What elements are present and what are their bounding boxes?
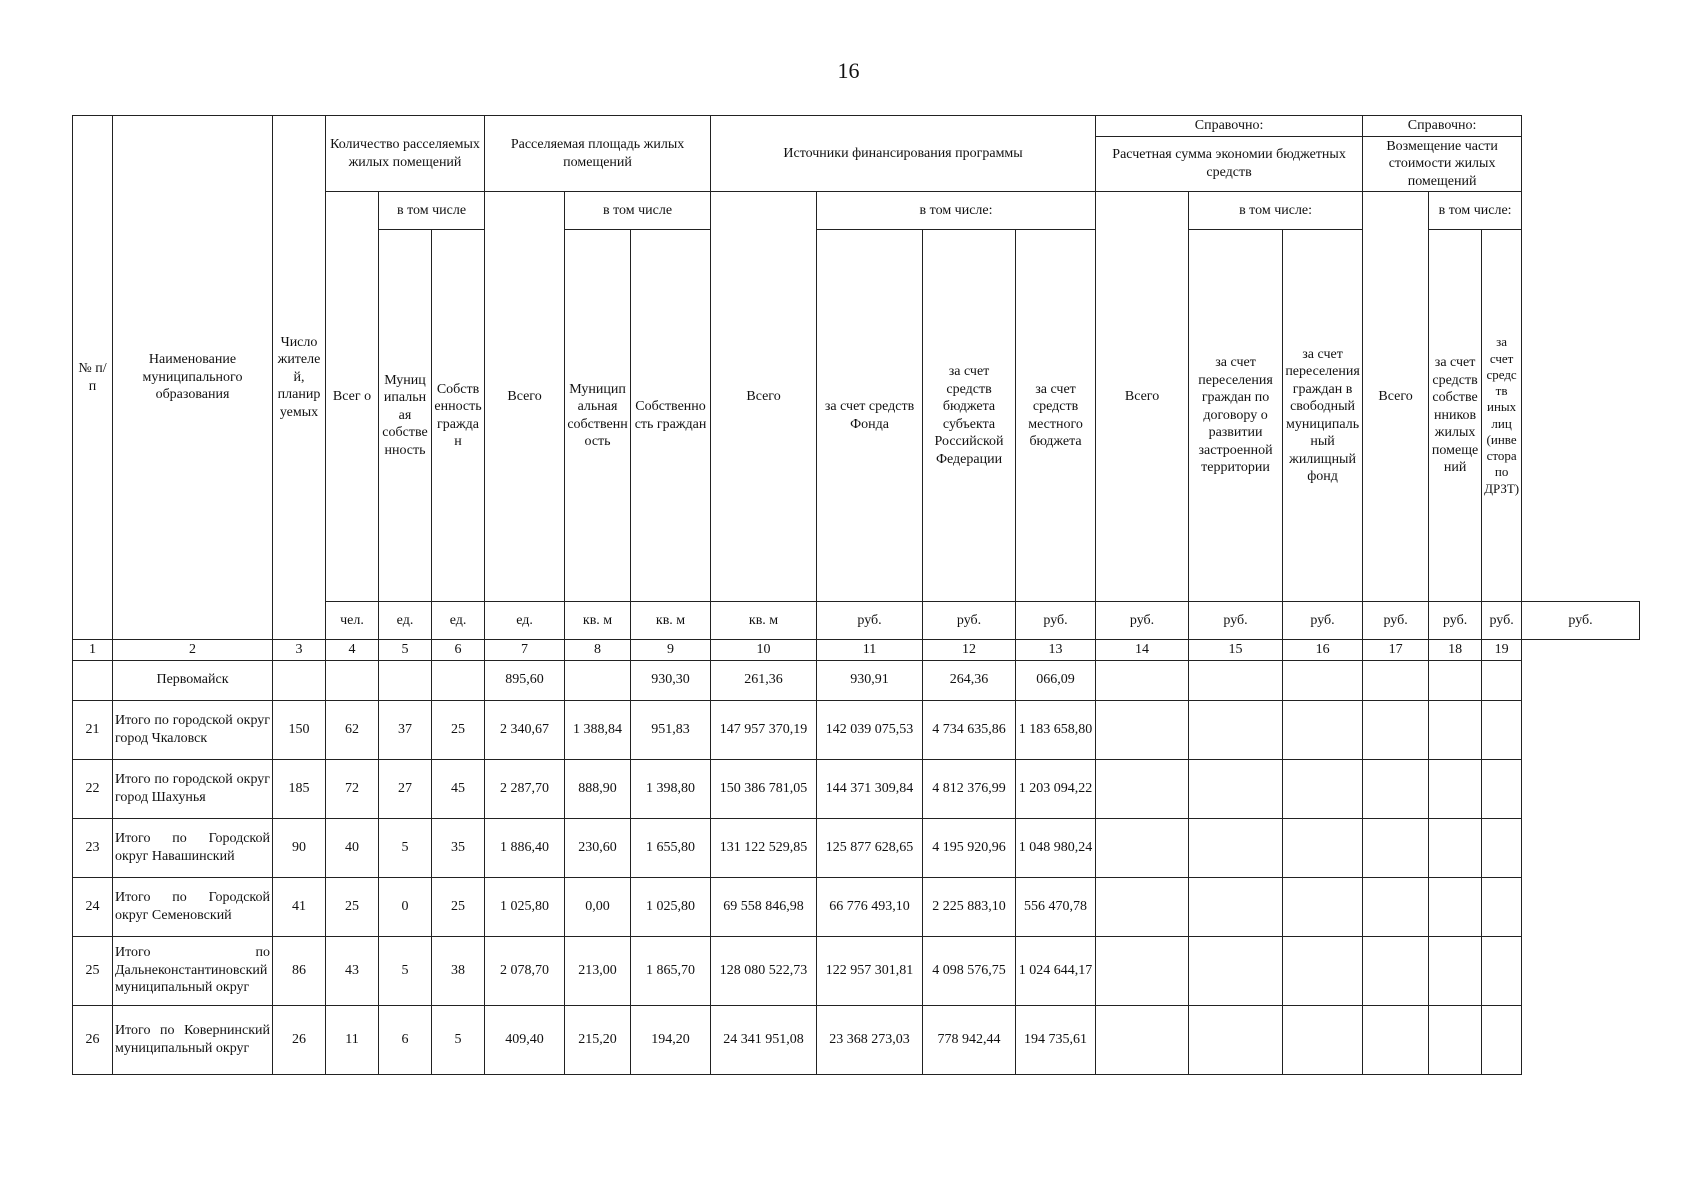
header-name: Наименование муниципального образования — [113, 116, 273, 640]
page-number: 16 — [837, 58, 860, 83]
cell-area-mun: 215,20 — [565, 1005, 631, 1074]
unit-cell: руб. — [1016, 602, 1096, 640]
table-row — [73, 660, 1640, 700]
header-budget-savings: Расчетная сумма экономии бюджетных средств — [1096, 136, 1363, 192]
empty-cell — [1363, 660, 1429, 700]
table-row — [73, 936, 1640, 1005]
cell-area-cit: 1 865,70 — [631, 936, 711, 1005]
cell-area-mun: 230,60 — [565, 818, 631, 877]
cell-total-units: 11 — [326, 1005, 379, 1074]
empty-cell — [1482, 936, 1522, 1005]
empty-cell — [1429, 1005, 1482, 1074]
empty-cell — [1363, 818, 1429, 877]
empty-cell — [1429, 936, 1482, 1005]
row-number: 25 — [73, 936, 113, 1005]
cell-residents: 185 — [273, 759, 326, 818]
empty-cell — [1283, 877, 1363, 936]
cell-area-cit: 930,30 — [631, 660, 711, 700]
cell-total-units: 25 — [326, 877, 379, 936]
cell-residents — [273, 660, 326, 700]
cell-fin-subject: 778 942,44 — [923, 1005, 1016, 1074]
header-reference-2: Справочно: — [1363, 116, 1522, 137]
header-municipal-units: Муниципальная собственность — [379, 230, 432, 602]
header-area-total: Всего — [485, 192, 565, 602]
header-citizen-units: Собственность граждан — [432, 230, 485, 602]
empty-cell — [1482, 759, 1522, 818]
column-number: 5 — [379, 640, 432, 661]
municipality-name: Первомайск — [113, 660, 273, 700]
column-number: 3 — [273, 640, 326, 661]
cell-residents: 150 — [273, 700, 326, 759]
row-number: 22 — [73, 759, 113, 818]
table-row — [73, 700, 1640, 759]
cell-fin-total: 261,36 — [711, 660, 817, 700]
empty-cell — [1283, 700, 1363, 759]
unit-cell: руб. — [1189, 602, 1283, 640]
municipality-name: Итого по городской округ город Чкаловск — [113, 700, 273, 759]
cell-area-total: 1 886,40 — [485, 818, 565, 877]
column-number: 1 — [73, 640, 113, 661]
cell-mun-units: 0 — [379, 877, 432, 936]
empty-cell — [1283, 1005, 1363, 1074]
column-number: 19 — [1482, 640, 1522, 661]
cell-area-mun: 888,90 — [565, 759, 631, 818]
column-number: 15 — [1189, 640, 1283, 661]
cell-fin-total: 24 341 951,08 — [711, 1005, 817, 1074]
cell-area-total: 895,60 — [485, 660, 565, 700]
cell-area-total: 2 078,70 — [485, 936, 565, 1005]
cell-fin-fund: 66 776 493,10 — [817, 877, 923, 936]
empty-cell — [1363, 877, 1429, 936]
unit-cell: кв. м — [631, 602, 711, 640]
cell-mun-units: 6 — [379, 1005, 432, 1074]
cell-mun-units — [379, 660, 432, 700]
empty-cell — [1283, 660, 1363, 700]
cell-cit-units — [432, 660, 485, 700]
cell-cit-units: 35 — [432, 818, 485, 877]
column-number: 10 — [711, 640, 817, 661]
header-citizen-area: Собственность граждан — [631, 230, 711, 602]
header-municipal-area: Муниципальная собственность — [565, 230, 631, 602]
empty-cell — [1429, 700, 1482, 759]
column-number: 7 — [485, 640, 565, 661]
table-row — [73, 877, 1640, 936]
municipality-name: Итого по Городской округ Семеновский — [113, 877, 273, 936]
cell-area-mun: 0,00 — [565, 877, 631, 936]
cell-residents: 41 — [273, 877, 326, 936]
cell-mun-units: 37 — [379, 700, 432, 759]
header-residents: Число жителей, планируемых — [273, 116, 326, 640]
empty-cell — [1482, 1005, 1522, 1074]
header-other-funds: за счет средств иных лиц (инвестора по ДРЗТ) — [1482, 230, 1522, 602]
empty-cell — [1189, 660, 1283, 700]
empty-cell — [1189, 818, 1283, 877]
unit-cell: руб. — [1522, 602, 1640, 640]
header-savings-total: Всего — [1096, 192, 1189, 602]
resettlement-table — [72, 115, 1640, 1075]
header-reference-1: Справочно: — [1096, 116, 1363, 137]
row-number — [73, 660, 113, 700]
empty-cell — [1189, 1005, 1283, 1074]
header-owners-funds: за счет средств собственников жилых помещений — [1429, 230, 1482, 602]
cell-total-units: 72 — [326, 759, 379, 818]
cell-fin-subject: 4 195 920,96 — [923, 818, 1016, 877]
unit-cell: ед. — [379, 602, 432, 640]
unit-cell: ед. — [485, 602, 565, 640]
column-number: 13 — [1016, 640, 1096, 661]
header-comp-incl: в том числе: — [1429, 192, 1522, 230]
column-number: 16 — [1283, 640, 1363, 661]
empty-cell — [1189, 700, 1283, 759]
cell-mun-units: 5 — [379, 936, 432, 1005]
cell-fin-total: 150 386 781,05 — [711, 759, 817, 818]
cell-cit-units: 38 — [432, 936, 485, 1005]
table-row — [73, 759, 1640, 818]
column-number: 2 — [113, 640, 273, 661]
cell-mun-units: 5 — [379, 818, 432, 877]
column-number: 6 — [432, 640, 485, 661]
empty-cell — [1482, 877, 1522, 936]
empty-cell — [1363, 759, 1429, 818]
cell-area-total: 409,40 — [485, 1005, 565, 1074]
cell-area-mun: 213,00 — [565, 936, 631, 1005]
empty-cell — [1283, 936, 1363, 1005]
cell-area-cit: 1 398,80 — [631, 759, 711, 818]
column-number: 18 — [1429, 640, 1482, 661]
cell-area-cit: 194,20 — [631, 1005, 711, 1074]
row-number: 21 — [73, 700, 113, 759]
header-cost-compensation: Возмещение части стоимости жилых помещений — [1363, 136, 1522, 192]
unit-cell: руб. — [1482, 602, 1522, 640]
row-number: 24 — [73, 877, 113, 936]
empty-cell — [1429, 877, 1482, 936]
cell-fin-subject: 264,36 — [923, 660, 1016, 700]
unit-cell: руб. — [1283, 602, 1363, 640]
cell-total-units: 43 — [326, 936, 379, 1005]
cell-fin-total: 147 957 370,19 — [711, 700, 817, 759]
empty-cell — [1283, 818, 1363, 877]
empty-cell — [1096, 936, 1189, 1005]
cell-fin-fund: 142 039 075,53 — [817, 700, 923, 759]
header-subject-budget: за счет средств бюджета субъекта Российской Федерации — [923, 230, 1016, 602]
header-free-fund: за счет переселения граждан в свободный муниципальный жилищный фонд — [1283, 230, 1363, 602]
row-number: 23 — [73, 818, 113, 877]
empty-cell — [1096, 818, 1189, 877]
header-units-total: Всег о — [326, 192, 379, 602]
column-number: 17 — [1363, 640, 1429, 661]
unit-cell: кв. м — [711, 602, 817, 640]
cell-fin-fund: 144 371 309,84 — [817, 759, 923, 818]
column-number: 8 — [565, 640, 631, 661]
empty-cell — [1363, 1005, 1429, 1074]
cell-area-mun: 1 388,84 — [565, 700, 631, 759]
empty-cell — [1429, 818, 1482, 877]
municipality-name: Итого по Дальнеконстантиновский муниципальный округ — [113, 936, 273, 1005]
municipality-name: Итого по Ковернинский муниципальный округ — [113, 1005, 273, 1074]
cell-fin-subject: 4 812 376,99 — [923, 759, 1016, 818]
cell-total-units: 40 — [326, 818, 379, 877]
cell-residents: 90 — [273, 818, 326, 877]
empty-cell — [1189, 759, 1283, 818]
row-number: 26 — [73, 1005, 113, 1074]
cell-fin-total: 128 080 522,73 — [711, 936, 817, 1005]
empty-cell — [1482, 818, 1522, 877]
column-number: 9 — [631, 640, 711, 661]
cell-fin-total: 131 122 529,85 — [711, 818, 817, 877]
cell-cit-units: 45 — [432, 759, 485, 818]
cell-total-units: 62 — [326, 700, 379, 759]
cell-area-cit: 951,83 — [631, 700, 711, 759]
header-num: № п/п — [73, 116, 113, 640]
header-units-incl: в том числе — [379, 192, 485, 230]
cell-fin-fund: 23 368 273,03 — [817, 1005, 923, 1074]
column-number: 12 — [923, 640, 1016, 661]
header-area: Расселяемая площадь жилых помещений — [485, 116, 711, 192]
empty-cell — [1363, 700, 1429, 759]
column-number: 4 — [326, 640, 379, 661]
unit-cell: руб. — [817, 602, 923, 640]
empty-cell — [1189, 877, 1283, 936]
cell-mun-units: 27 — [379, 759, 432, 818]
cell-fin-local: 556 470,78 — [1016, 877, 1096, 936]
cell-fin-local: 1 183 658,80 — [1016, 700, 1096, 759]
table-row — [73, 1005, 1640, 1074]
empty-cell — [1096, 759, 1189, 818]
unit-cell: руб. — [1429, 602, 1482, 640]
empty-cell — [1096, 1005, 1189, 1074]
empty-cell — [1283, 759, 1363, 818]
municipality-name: Итого по городской округ город Шахунья — [113, 759, 273, 818]
column-number: 14 — [1096, 640, 1189, 661]
cell-area-cit: 1 655,80 — [631, 818, 711, 877]
unit-cell: руб. — [1096, 602, 1189, 640]
empty-cell — [1429, 660, 1482, 700]
cell-cit-units: 25 — [432, 700, 485, 759]
empty-cell — [1096, 660, 1189, 700]
cell-fin-fund: 122 957 301,81 — [817, 936, 923, 1005]
cell-residents: 26 — [273, 1005, 326, 1074]
municipality-name: Итого по Городской округ Навашинский — [113, 818, 273, 877]
cell-cit-units: 5 — [432, 1005, 485, 1074]
cell-fin-fund: 930,91 — [817, 660, 923, 700]
cell-fin-subject: 4 734 635,86 — [923, 700, 1016, 759]
header-housing-count: Количество расселяемых жилых помещений — [326, 116, 485, 192]
header-dev-agreement: за счет переселения граждан по договору о развитии застроенной территории — [1189, 230, 1283, 602]
empty-cell — [1482, 700, 1522, 759]
header-fin-total: Всего — [711, 192, 817, 602]
header-savings-incl: в том числе: — [1189, 192, 1363, 230]
cell-area-mun — [565, 660, 631, 700]
empty-cell — [1363, 936, 1429, 1005]
unit-cell: руб. — [1363, 602, 1429, 640]
cell-fin-local: 1 203 094,22 — [1016, 759, 1096, 818]
unit-cell: руб. — [923, 602, 1016, 640]
empty-cell — [1189, 936, 1283, 1005]
cell-fin-local: 1 024 644,17 — [1016, 936, 1096, 1005]
header-fin-incl: в том числе: — [817, 192, 1096, 230]
cell-fin-subject: 2 225 883,10 — [923, 877, 1016, 936]
header-comp-total: Всего — [1363, 192, 1429, 602]
cell-fin-total: 69 558 846,98 — [711, 877, 817, 936]
empty-cell — [1429, 759, 1482, 818]
header-area-incl: в том числе — [565, 192, 711, 230]
cell-area-total: 2 287,70 — [485, 759, 565, 818]
cell-fin-local: 1 048 980,24 — [1016, 818, 1096, 877]
empty-cell — [1096, 877, 1189, 936]
cell-fin-subject: 4 098 576,75 — [923, 936, 1016, 1005]
unit-cell: кв. м — [565, 602, 631, 640]
header-local-budget: за счет средств местного бюджета — [1016, 230, 1096, 602]
unit-cell: ед. — [432, 602, 485, 640]
empty-cell — [1482, 660, 1522, 700]
cell-fin-local: 066,09 — [1016, 660, 1096, 700]
cell-area-cit: 1 025,80 — [631, 877, 711, 936]
header-sources: Источники финансирования программы — [711, 116, 1096, 192]
cell-fin-fund: 125 877 628,65 — [817, 818, 923, 877]
unit-cell: чел. — [326, 602, 379, 640]
cell-residents: 86 — [273, 936, 326, 1005]
header-fund: за счет средств Фонда — [817, 230, 923, 602]
column-number: 11 — [817, 640, 923, 661]
cell-fin-local: 194 735,61 — [1016, 1005, 1096, 1074]
cell-area-total: 2 340,67 — [485, 700, 565, 759]
cell-cit-units: 25 — [432, 877, 485, 936]
cell-total-units — [326, 660, 379, 700]
cell-area-total: 1 025,80 — [485, 877, 565, 936]
table-row — [73, 818, 1640, 877]
empty-cell — [1096, 700, 1189, 759]
